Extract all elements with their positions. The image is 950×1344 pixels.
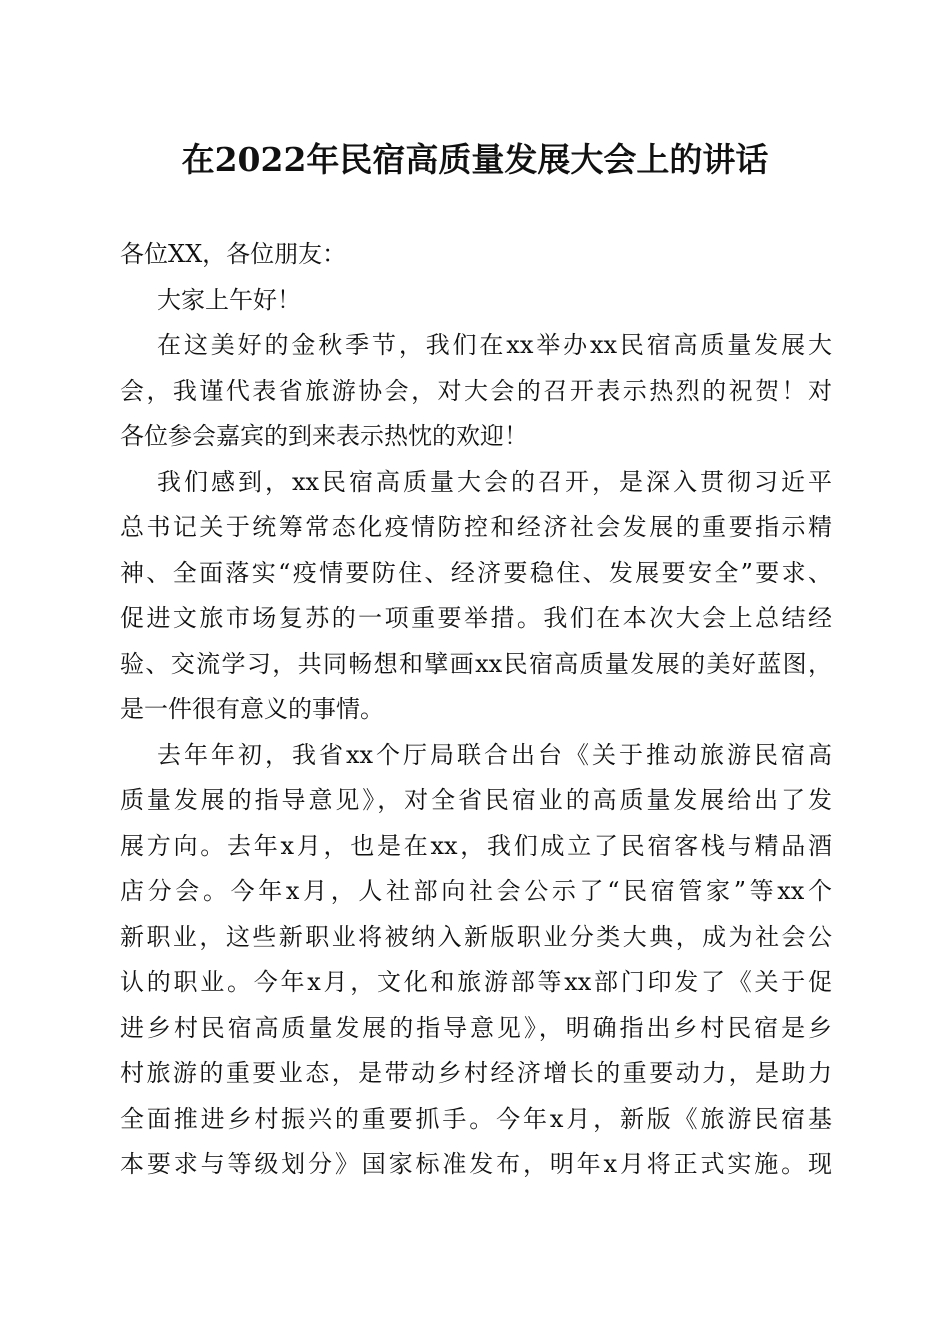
document-title: 在2022年民宿高质量发展大会上的讲话 (181, 140, 769, 179)
greeting-line: 大家上午好！ (157, 285, 301, 314)
paragraph-line: 质量发展的指导意见》，对全省民宿业的高质量发展给出了发 (120, 786, 832, 814)
paragraph-line: 验、交流学习，共同畅想和擘画xx民宿高质量发展的美好蓝图， (120, 649, 832, 678)
document-body (120, 232, 832, 1188)
salutation-line: 各位XX，各位朋友： (120, 240, 347, 268)
paragraph-line: 全面推进乡村振兴的重要抓手。今年x月，新版《旅游民宿基 (120, 1104, 832, 1133)
paragraph-line: 新职业，这些新职业将被纳入新版职业分类大典，成为社会公 (120, 922, 832, 951)
paragraph-line: 展方向。去年x月，也是在xx，我们成立了民宿客栈与精品酒 (120, 831, 832, 860)
paragraph-line: 去年年初，我省xx个厅局联合出台《关于推动旅游民宿高 (157, 740, 832, 769)
paragraph-line: 各位参会嘉宾的到来表示热忱的欢迎！ (120, 422, 528, 450)
paragraph-line: 店分会。今年x月，人社部向社会公示了“民宿管家”等xx个 (120, 877, 832, 905)
paragraph-line: 本要求与等级划分》国家标准发布，明年x月将正式实施。现 (120, 1150, 832, 1178)
paragraph-line: 村旅游的重要业态，是带动乡村经济增长的重要动力，是助力 (120, 1059, 832, 1087)
paragraph-line: 总书记关于统筹常态化疫情防控和经济社会发展的重要指示精 (120, 513, 832, 541)
paragraph-line: 认的职业。今年x月，文化和旅游部等xx部门印发了《关于促 (120, 968, 832, 996)
paragraph-line: 在这美好的金秋季节，我们在xx举办xx民宿高质量发展大 (157, 331, 832, 359)
paragraph-line: 是一件很有意义的事情。 (120, 695, 384, 723)
paragraph-line: 神、全面落实“疫情要防住、经济要稳住、发展要安全”要求、 (120, 558, 832, 587)
paragraph-line: 促进文旅市场复苏的一项重要举措。我们在本次大会上总结经 (120, 604, 832, 632)
paragraph-line: 会，我谨代表省旅游协会，对大会的召开表示热烈的祝贺！对 (120, 376, 832, 405)
paragraph-line: 进乡村民宿高质量发展的指导意见》，明确指出乡村民宿是乡 (120, 1013, 832, 1042)
paragraph-line: 我们感到，xx民宿高质量大会的召开，是深入贯彻习近平 (157, 467, 832, 496)
